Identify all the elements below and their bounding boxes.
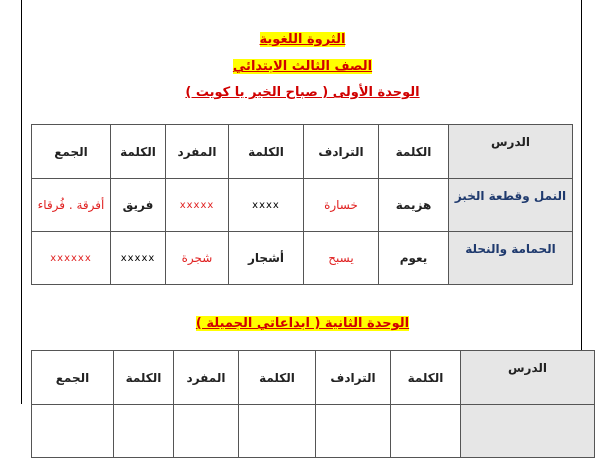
synonym-cell: خسارة xyxy=(304,179,379,232)
word-cell: xxxx xyxy=(229,179,304,232)
word-cell: هزيمة xyxy=(379,179,449,232)
doc-title xyxy=(22,32,583,47)
header-word: الكلمة xyxy=(379,125,449,179)
grade-title xyxy=(22,59,583,74)
header-word: الكلمة xyxy=(229,125,304,179)
vocab-table-unit2 xyxy=(31,350,595,458)
word-cell xyxy=(391,405,461,458)
word-cell: فريق xyxy=(111,179,166,232)
word-cell: xxxxx xyxy=(111,232,166,285)
singular-cell: شجرة xyxy=(166,232,229,285)
unit2-title xyxy=(22,316,583,331)
unit2-title-text: الوحدة الثانية ( ابداعاتي الجميلة ) xyxy=(195,316,410,331)
header-plural: الجمع xyxy=(32,351,114,405)
header-word: الكلمة xyxy=(391,351,461,405)
plural-cell xyxy=(32,405,114,458)
header-word: الكلمة xyxy=(114,351,174,405)
header-singular: المفرد xyxy=(166,125,229,179)
header-synonym: الترادف xyxy=(304,125,379,179)
vocab-table-unit1 xyxy=(31,124,573,285)
lesson-cell: الحمامة والنحلة xyxy=(449,232,573,285)
word-cell xyxy=(239,405,316,458)
synonym-cell xyxy=(316,405,391,458)
singular-cell: xxxxx xyxy=(166,179,229,232)
table-row xyxy=(32,232,573,285)
document-page xyxy=(21,0,582,404)
plural-cell: xxxxxx xyxy=(32,232,111,285)
table-row xyxy=(32,405,595,458)
word-cell xyxy=(114,405,174,458)
header-synonym: الترادف xyxy=(316,351,391,405)
header-word: الكلمة xyxy=(239,351,316,405)
header-word: الكلمة xyxy=(111,125,166,179)
title-text: الثروة اللغوية xyxy=(259,32,346,47)
unit1-title: الوحدة الأولى ( صباح الخير يا كويت ) xyxy=(185,85,420,100)
grade-text: الصف الثالث الابتدائي xyxy=(232,59,373,74)
synonym-cell: يسبح xyxy=(304,232,379,285)
header-plural: الجمع xyxy=(32,125,111,179)
plural-cell: أفرقة . فُرقاء xyxy=(32,179,111,232)
table-header-row xyxy=(32,125,573,179)
singular-cell xyxy=(174,405,239,458)
table-row xyxy=(32,179,573,232)
word-cell: أشجار xyxy=(229,232,304,285)
lesson-cell xyxy=(461,405,595,458)
table-header-row xyxy=(32,351,595,405)
header-singular: المفرد xyxy=(174,351,239,405)
header-lesson: الدرس xyxy=(461,351,595,405)
header-lesson: الدرس xyxy=(449,125,573,179)
lesson-cell: النمل وقطعة الخبز xyxy=(449,179,573,232)
word-cell: يعوم xyxy=(379,232,449,285)
